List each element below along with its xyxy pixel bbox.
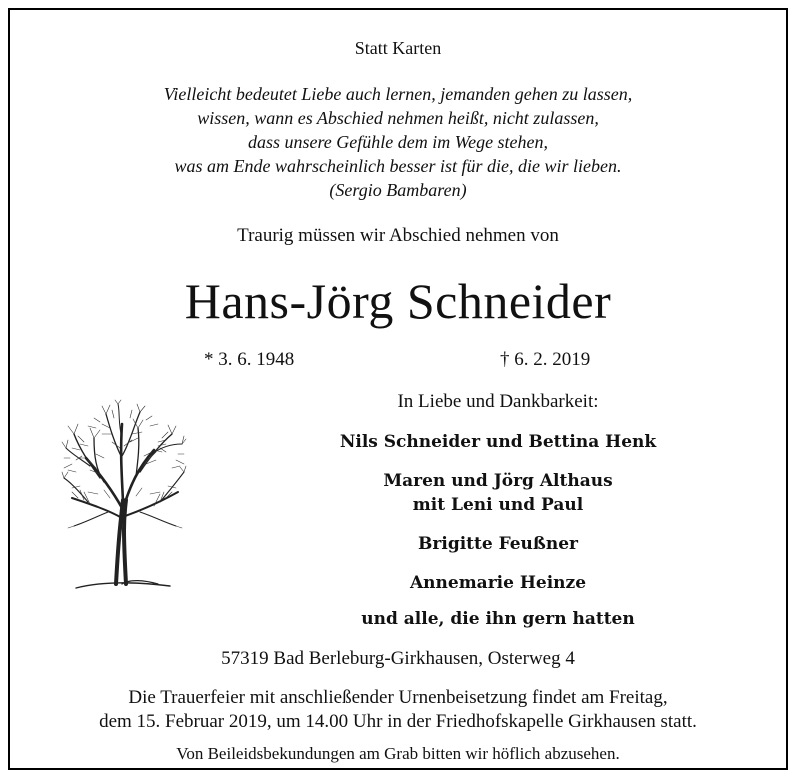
love-line: In Liebe und Dankbarkeit: [397, 391, 599, 412]
funeral-line: Die Trauerfeier mit anschließender Urnenbeisetzung findet am Freitag, [128, 687, 668, 708]
funeral-info [10, 686, 786, 734]
mourner-name: mit Leni und Paul [412, 495, 584, 515]
poem-line: was am Ende wahrscheinlich besser ist für die, die wir lieben. [174, 156, 622, 176]
notice-header: Statt Karten [354, 38, 442, 58]
poem-line: wissen, wann es Abschied nehmen heißt, nicht zulassen, [197, 108, 599, 128]
mourner-name: Annemarie Heinze [409, 573, 587, 593]
family-address: 57319 Bad Berleburg-Girkhausen, Osterweg 4 [221, 648, 575, 669]
birth-date: * 3. 6. 1948 [204, 349, 295, 370]
mourner-name: Nils Schneider und Bettina Henk [339, 432, 657, 452]
death-date: † 6. 2. 2019 [500, 349, 591, 370]
mourner-name: Maren und Jörg Althaus [383, 471, 613, 491]
intro-line: Traurig müssen wir Abschied nehmen von [237, 225, 559, 246]
poem-line: dass unsere Gefühle dem im Wege stehen, [247, 132, 549, 152]
mourner-name: und alle, die ihn gern hatten [361, 609, 635, 629]
poem-author: (Sergio Bambaren) [329, 180, 467, 200]
poem-line: Vielleicht bedeutet Liebe auch lernen, jemanden gehen zu lassen, [163, 84, 633, 104]
mourner-group [210, 469, 786, 517]
mourner-name: Brigitte Feußner [418, 534, 578, 554]
tree-icon [60, 398, 188, 598]
poem [10, 82, 786, 202]
funeral-line: dem 15. Februar 2019, um 14.00 Uhr in der Friedhofskapelle Girkhausen statt. [99, 711, 697, 732]
deceased-name: Hans-Jörg Schneider [184, 273, 612, 329]
obituary-notice [8, 8, 788, 770]
closing-note: Von Beileidsbekundungen am Grab bitten wir höflich abzusehen. [176, 744, 620, 763]
